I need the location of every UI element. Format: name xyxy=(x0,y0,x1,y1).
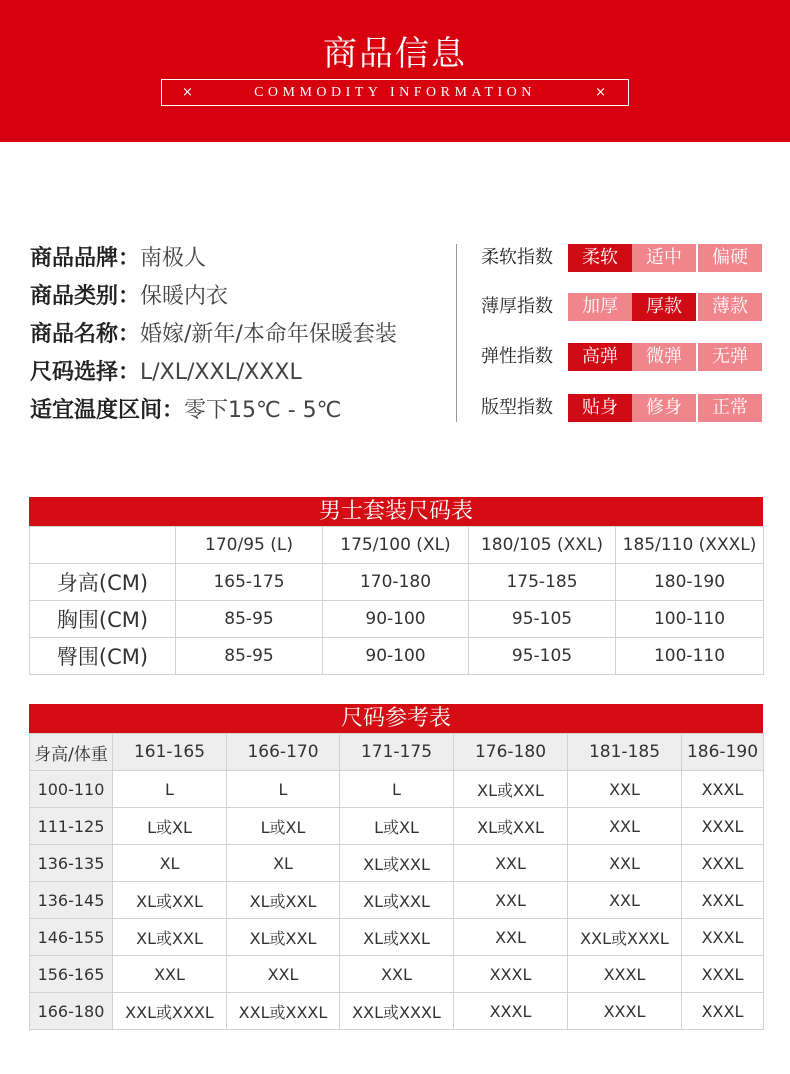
table-row xyxy=(30,845,764,882)
table-cell: XXL xyxy=(568,808,682,845)
table-cell: XXXL xyxy=(682,919,764,956)
table-header-cell: 185/110 (XXXL) xyxy=(616,527,764,564)
info-value: 零下15℃ - 5℃ xyxy=(184,398,342,423)
index-option: 适中 xyxy=(632,244,696,272)
index-option: 修身 xyxy=(632,394,696,422)
table-header-cell: 186-190 xyxy=(682,734,764,771)
table-row xyxy=(30,919,764,956)
table-cell: XXL xyxy=(568,882,682,919)
index-option: 厚款 xyxy=(632,293,696,321)
close-mark-icon: × xyxy=(595,85,606,100)
table-cell: 100-110 xyxy=(616,601,764,638)
row-label: 臀围(CM) xyxy=(30,638,176,675)
row-label: 胸围(CM) xyxy=(30,601,176,638)
table-cell: 90-100 xyxy=(323,601,469,638)
table-cell: 165-175 xyxy=(176,564,323,601)
table-cell: XXL xyxy=(568,771,682,808)
table-cell: XL或XXL xyxy=(340,882,454,919)
row-label: 身高(CM) xyxy=(30,564,176,601)
row-label: 156-165 xyxy=(30,956,113,993)
index-option: 加厚 xyxy=(568,293,632,321)
table-header-cell: 176-180 xyxy=(454,734,568,771)
table-cell: XL或XXL xyxy=(340,845,454,882)
table-row xyxy=(30,638,764,675)
table-cell: XL或XXL xyxy=(113,882,227,919)
table-cell: L或XL xyxy=(340,808,454,845)
table-cell: 95-105 xyxy=(469,601,616,638)
row-label: 146-155 xyxy=(30,919,113,956)
index-label: 柔软指数 xyxy=(481,247,553,268)
table-cell: L或XL xyxy=(227,808,340,845)
table-cell: XXXL xyxy=(682,771,764,808)
table-cell: L xyxy=(340,771,454,808)
table-cell: XXXL xyxy=(454,993,568,1030)
table-row xyxy=(30,564,764,601)
table-cell: XL xyxy=(227,845,340,882)
row-label: 136-145 xyxy=(30,882,113,919)
table-cell: 175-185 xyxy=(469,564,616,601)
table-row xyxy=(30,993,764,1030)
table-cell: XXXL xyxy=(568,993,682,1030)
info-key: 商品名称： xyxy=(30,322,141,347)
index-label: 版型指数 xyxy=(481,397,553,418)
table-header-cell: 181-185 xyxy=(568,734,682,771)
ref-table-title: 尺码参考表 xyxy=(29,704,763,733)
table-header-cell: 161-165 xyxy=(113,734,227,771)
info-sizes xyxy=(30,355,302,386)
ref-table xyxy=(29,733,764,1030)
info-brand xyxy=(30,241,206,272)
index-option: 贴身 xyxy=(568,394,632,422)
table-cell: 180-190 xyxy=(616,564,764,601)
index-option: 正常 xyxy=(698,394,762,422)
info-value: L/XL/XXL/XXXL xyxy=(140,360,302,385)
info-name xyxy=(30,317,397,348)
index-option: 微弹 xyxy=(632,343,696,371)
table-cell: XXXL xyxy=(682,882,764,919)
table-cell: XXL或XXXL xyxy=(340,993,454,1030)
info-key: 商品类别： xyxy=(30,284,141,309)
table-cell: 100-110 xyxy=(616,638,764,675)
table-cell: XL或XXL xyxy=(227,919,340,956)
info-value: 保暖内衣 xyxy=(140,284,229,309)
table-header-row xyxy=(30,527,764,564)
index-option: 高弹 xyxy=(568,343,632,371)
table-cell: XXXL xyxy=(682,808,764,845)
table-cell: XXL或XXXL xyxy=(113,993,227,1030)
info-temperature xyxy=(30,393,341,424)
table-cell: L或XL xyxy=(113,808,227,845)
table-cell: XL或XXL xyxy=(227,882,340,919)
table-cell: XXXL xyxy=(568,956,682,993)
header-banner xyxy=(0,0,790,142)
table-header-cell: 171-175 xyxy=(340,734,454,771)
table-cell: XXL xyxy=(454,845,568,882)
table-cell: XL xyxy=(113,845,227,882)
info-value: 南极人 xyxy=(140,246,207,271)
table-cell: XXL或XXXL xyxy=(568,919,682,956)
index-label: 薄厚指数 xyxy=(481,296,553,317)
table-cell: XL或XXL xyxy=(113,919,227,956)
table-row xyxy=(30,601,764,638)
row-label: 100-110 xyxy=(30,771,113,808)
table-cell: XXL xyxy=(227,956,340,993)
info-key: 商品品牌： xyxy=(30,246,141,271)
table-header-cell: 166-170 xyxy=(227,734,340,771)
index-option: 柔软 xyxy=(568,244,632,272)
subtitle-box xyxy=(161,79,629,106)
size-table xyxy=(29,526,764,675)
table-cell: XXXL xyxy=(682,993,764,1030)
index-label: 弹性指数 xyxy=(481,346,553,367)
row-label: 166-180 xyxy=(30,993,113,1030)
row-label: 136-135 xyxy=(30,845,113,882)
table-cell: XL或XXL xyxy=(340,919,454,956)
table-cell: XXL或XXXL xyxy=(227,993,340,1030)
table-cell: 170-180 xyxy=(323,564,469,601)
table-cell: XXXL xyxy=(682,845,764,882)
table-cell: 85-95 xyxy=(176,601,323,638)
table-cell: 95-105 xyxy=(469,638,616,675)
table-header-cell: 175/100 (XL) xyxy=(323,527,469,564)
divider xyxy=(456,244,457,422)
table-header-cell: 170/95 (L) xyxy=(176,527,323,564)
table-cell: XXL xyxy=(113,956,227,993)
table-cell: XXXL xyxy=(454,956,568,993)
info-key: 尺码选择： xyxy=(30,360,141,385)
table-cell: XXL xyxy=(568,845,682,882)
index-option: 无弹 xyxy=(698,343,762,371)
table-cell: 90-100 xyxy=(323,638,469,675)
table-cell: L xyxy=(227,771,340,808)
table-cell: XL或XXL xyxy=(454,771,568,808)
table-cell: 85-95 xyxy=(176,638,323,675)
table-row xyxy=(30,956,764,993)
info-key: 适宜温度区间： xyxy=(30,398,185,423)
info-category xyxy=(30,279,228,310)
info-value: 婚嫁/新年/本命年保暖套装 xyxy=(140,322,397,347)
page-title: 商品信息 xyxy=(323,34,467,74)
table-row xyxy=(30,808,764,845)
close-mark-icon: × xyxy=(182,85,193,100)
table-header-cell: 180/105 (XXL) xyxy=(469,527,616,564)
table-cell: XXL xyxy=(454,882,568,919)
table-cell: L xyxy=(113,771,227,808)
table-row xyxy=(30,882,764,919)
table-cell: XXL xyxy=(340,956,454,993)
size-table-title: 男士套装尺码表 xyxy=(29,497,763,526)
table-cell: XXL xyxy=(454,919,568,956)
page-subtitle: COMMODITY INFORMATION xyxy=(254,85,536,100)
table-cell: XL或XXL xyxy=(454,808,568,845)
table-header-cell: 身高/体重 xyxy=(30,734,113,771)
table-header-cell xyxy=(30,527,176,564)
table-header-row xyxy=(30,734,764,771)
row-label: 111-125 xyxy=(30,808,113,845)
index-option: 偏硬 xyxy=(698,244,762,272)
table-row xyxy=(30,771,764,808)
index-option: 薄款 xyxy=(698,293,762,321)
table-cell: XXXL xyxy=(682,956,764,993)
